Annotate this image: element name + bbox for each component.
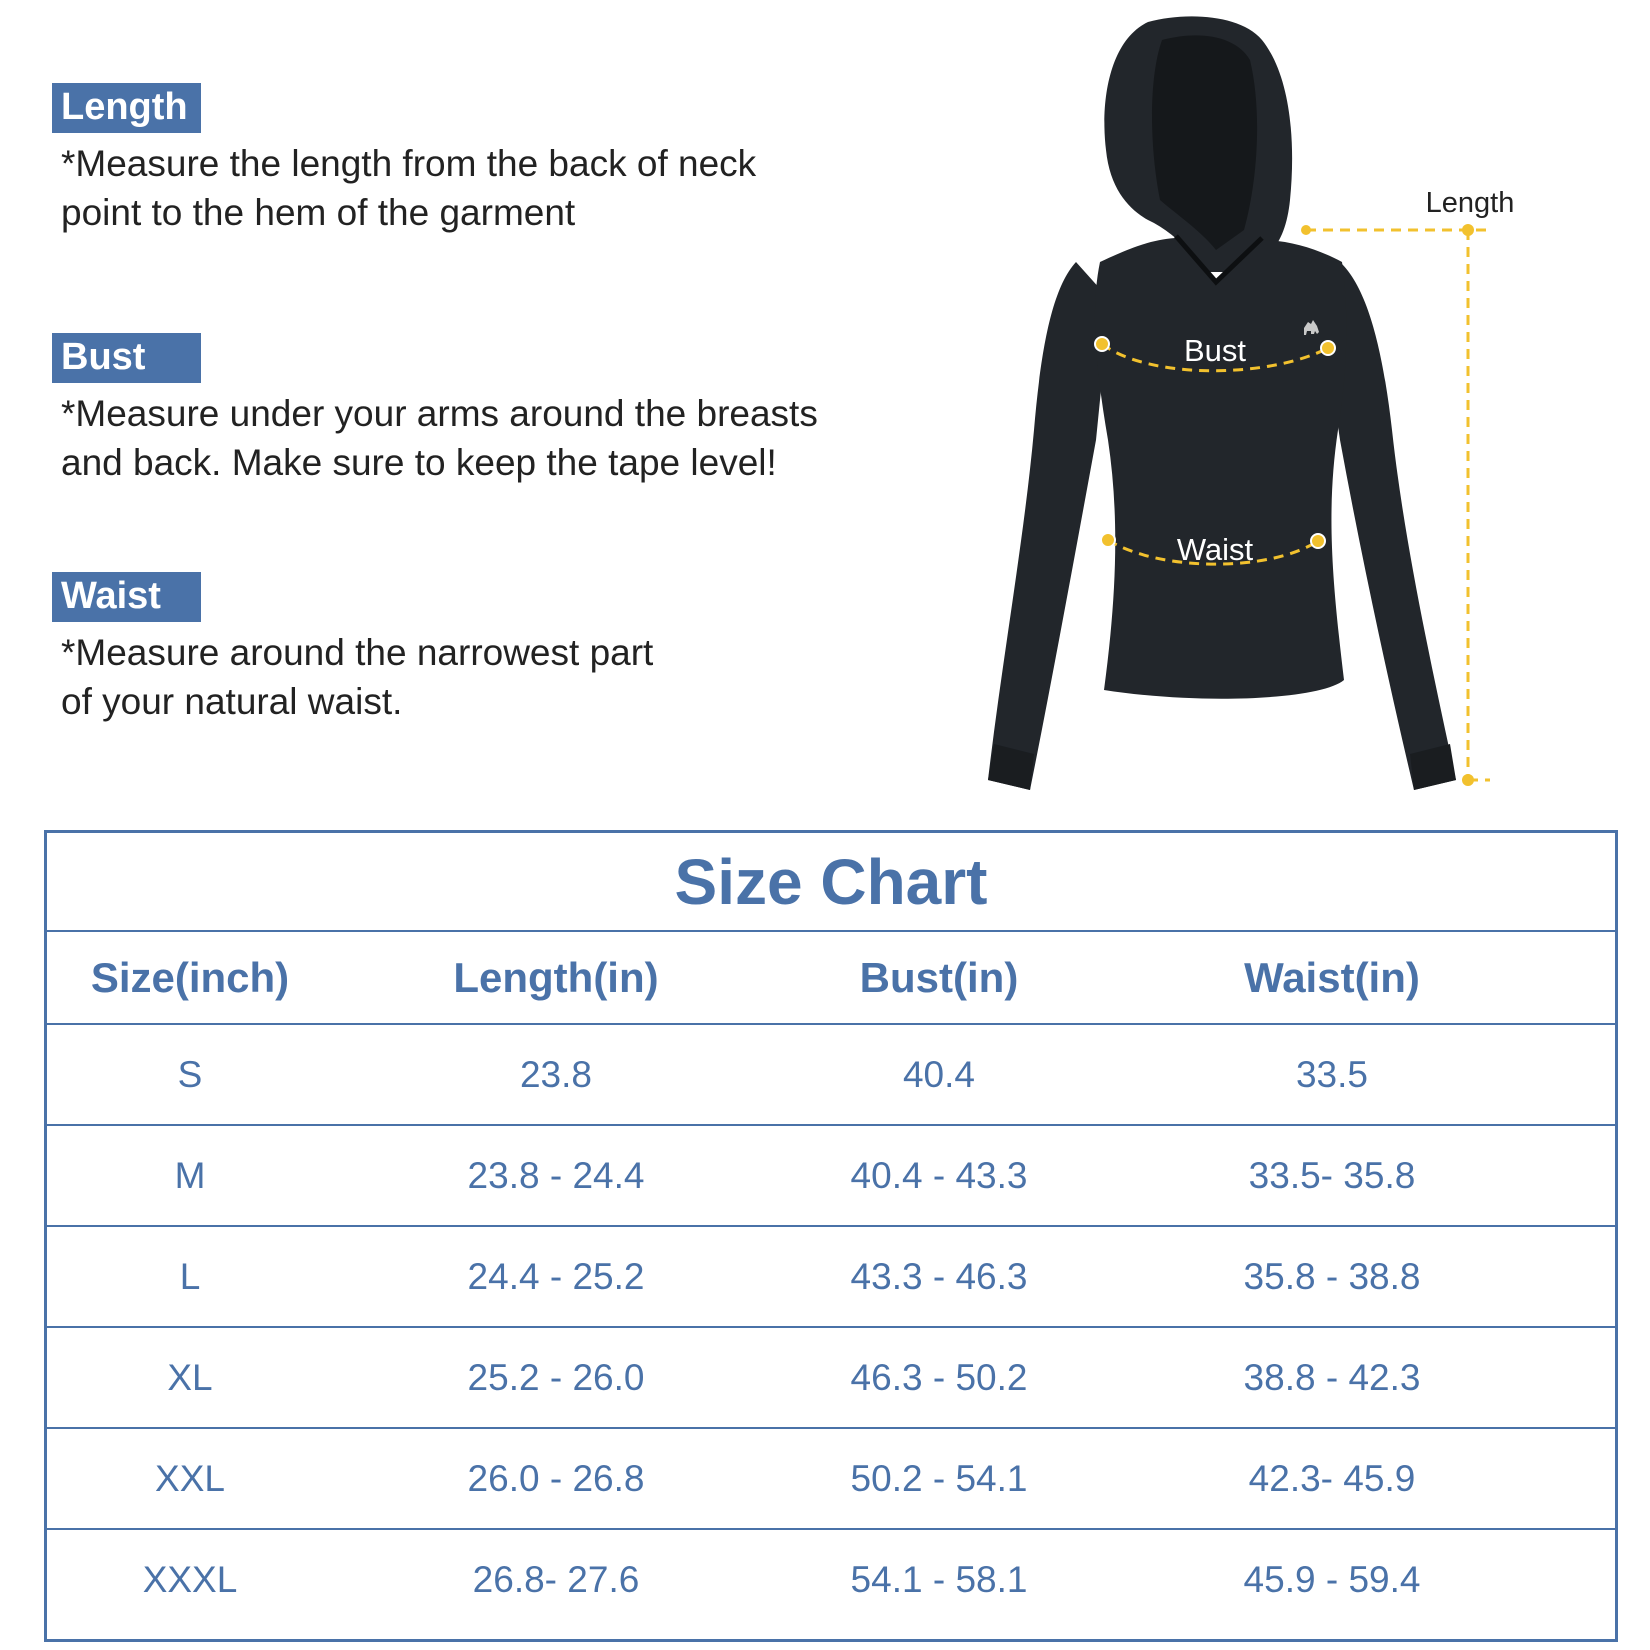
- waist-cell: 38.8 - 42.3: [1243, 1356, 1421, 1398]
- length-cell: 26.0 - 26.8: [467, 1457, 645, 1499]
- waist-tag: Waist: [52, 572, 201, 622]
- header-length: Length(in): [453, 953, 659, 1001]
- size-cell: XL: [167, 1356, 213, 1398]
- hoodie-diagram: [960, 10, 1520, 810]
- length-description-line: point to the hem of the garment: [61, 192, 576, 233]
- bust-cell: 40.4: [902, 1053, 975, 1095]
- bust-point-right: [1321, 341, 1335, 355]
- bust-cell: 54.1 - 58.1: [850, 1559, 1028, 1600]
- length-cell: 26.8- 27.6: [472, 1559, 640, 1600]
- length-cell: 25.2 - 26.0: [467, 1356, 645, 1398]
- bust-cell: 50.2 - 54.1: [850, 1457, 1028, 1499]
- waist-section: [52, 572, 653, 726]
- bust-point-left: [1095, 337, 1109, 351]
- size-cell: S: [177, 1053, 203, 1095]
- table-header-row: [47, 932, 1615, 1025]
- waist-description-line: of your natural waist.: [61, 681, 403, 722]
- table-row: [47, 1530, 1615, 1630]
- size-cell: XXL: [155, 1457, 225, 1499]
- bust-description-line: *Measure under your arms around the breasts: [61, 393, 818, 434]
- waist-cell: 42.3- 45.9: [1248, 1457, 1416, 1499]
- waist-description: [61, 628, 653, 726]
- length-section: [52, 83, 756, 237]
- table-row: [47, 1328, 1615, 1429]
- length-cell: 24.4 - 25.2: [467, 1255, 645, 1297]
- header-bust: Bust(in): [859, 953, 1019, 1001]
- size-cell: L: [179, 1255, 201, 1297]
- waist-point-left: [1101, 533, 1115, 547]
- table-row: [47, 1025, 1615, 1126]
- length-point-top: [1301, 225, 1311, 235]
- size-chart-table: [44, 830, 1618, 1642]
- hoodie-body: [1095, 238, 1346, 699]
- length-description: [61, 139, 756, 237]
- header-waist: Waist(in): [1244, 953, 1420, 1001]
- waist-label: Waist: [1176, 532, 1254, 567]
- hoodie-left-sleeve: [988, 262, 1110, 790]
- length-description-line: *Measure the length from the back of neck: [61, 143, 757, 184]
- bust-cell: 40.4 - 43.3: [850, 1154, 1028, 1196]
- size-chart-title: Size Chart: [47, 833, 1615, 932]
- bust-cell: 43.3 - 46.3: [850, 1255, 1028, 1297]
- waist-description-line: *Measure around the narrowest part: [61, 632, 654, 673]
- bust-description: [61, 389, 818, 487]
- length-point-bottom: [1462, 774, 1474, 786]
- length-point-mid: [1462, 224, 1474, 236]
- table-row: [47, 1227, 1615, 1328]
- size-cell: XXXL: [142, 1559, 238, 1600]
- length-cell: 23.8: [519, 1053, 592, 1095]
- waist-cell: 33.5: [1295, 1053, 1368, 1095]
- length-label: Length: [1425, 187, 1515, 219]
- waist-cell: 33.5- 35.8: [1248, 1154, 1416, 1196]
- length-cell: 23.8 - 24.4: [467, 1154, 645, 1196]
- waist-cell: 45.9 - 59.4: [1243, 1559, 1421, 1600]
- size-cell: M: [174, 1154, 206, 1196]
- header-size: Size(inch): [90, 953, 290, 1001]
- bust-description-line: and back. Make sure to keep the tape level!: [61, 442, 777, 483]
- waist-cell: 35.8 - 38.8: [1243, 1255, 1421, 1297]
- table-row: [47, 1126, 1615, 1227]
- length-tag: Length: [52, 83, 201, 133]
- bust-cell: 46.3 - 50.2: [850, 1356, 1028, 1398]
- bust-tag: Bust: [52, 333, 201, 383]
- bust-label: Bust: [1183, 333, 1247, 368]
- table-row: [47, 1429, 1615, 1530]
- waist-point-right: [1311, 534, 1325, 548]
- bust-section: [52, 333, 818, 487]
